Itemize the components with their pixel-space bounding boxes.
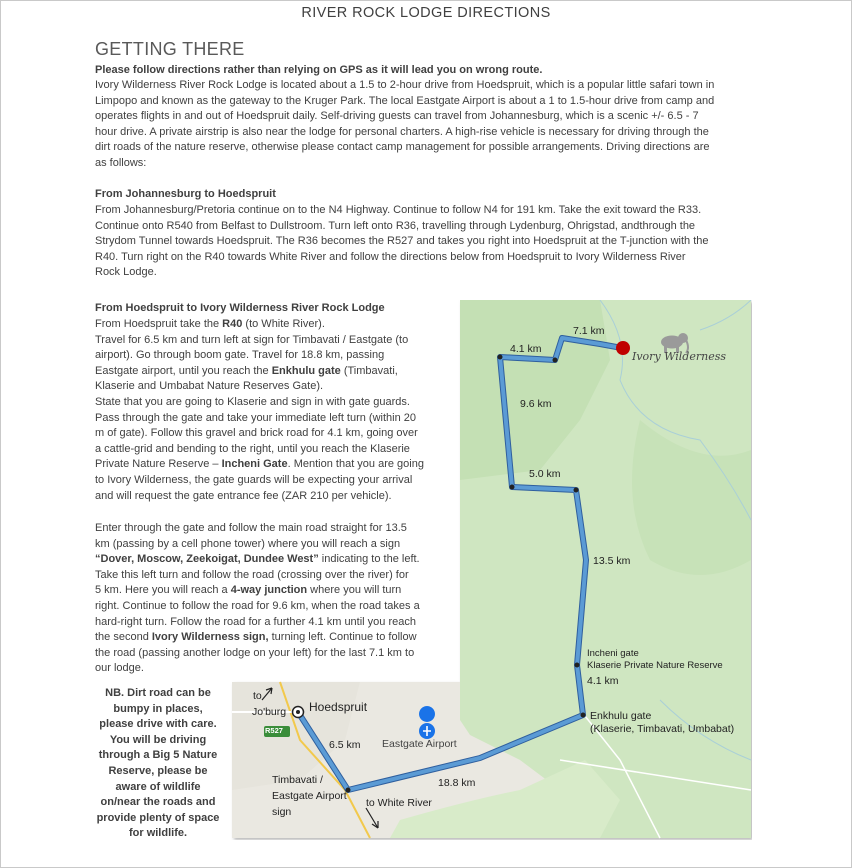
- hds-line: [95, 457, 424, 473]
- text-run: indicating to the left.: [318, 553, 420, 566]
- p2-line: the road (passing another lodge on your left) for the last 7.1 km to: [95, 646, 415, 659]
- intro-line: operates flights in and out of Hoedspruit daily. Self-driving guests can travel from Johannesburg, which is a scenic +/- 6.5 - 7: [95, 110, 699, 123]
- intro-line: Ivory Wilderness River Rock Lodge is located about a 1.5 to 2-hour drive from Hoedspruit, which is a popular little safari town in: [95, 79, 715, 91]
- text-run-bold: Enkhulu gate: [271, 364, 341, 377]
- p2-line: [95, 630, 420, 646]
- waypoint-dot: [553, 358, 558, 363]
- gate-directions-paragraph: [95, 521, 420, 677]
- distance-label: 5.0 km: [529, 468, 561, 480]
- waypoint-dot: [575, 663, 580, 668]
- jhb-line: Continue onto R540 from Belfast to Dullstroom. Turn left onto R36, travelling through Lydenburg, Ohrigstad, andthrough the: [95, 219, 696, 232]
- nb-line: NB. Dirt road can be: [105, 687, 211, 699]
- waypoint-dot: [574, 488, 579, 493]
- nb-line: bumpy in places,: [113, 702, 203, 715]
- hoedspruit-heading: From Hoedspruit to Ivory Wilderness River Rock Lodge: [95, 302, 385, 314]
- intro-line: dirt roads of the nature reserve, otherwise please contact camp management for possible arrangements. Driving directions are: [95, 141, 710, 154]
- gps-warning: Please follow directions rather than relying on GPS as it will lead you on wrong route.: [95, 64, 543, 76]
- hds-line: Klaserie and Umbabat Nature Reserves Gate).: [95, 380, 324, 393]
- p2-line: Enter through the gate and follow the main road straight for 13.5: [95, 522, 407, 534]
- hds-line: a cattle-grid and bending to the right, until you reach the Klaserie: [95, 442, 410, 455]
- hoedspruit-marker-center: [296, 710, 300, 714]
- nb-line: on/near the roads and: [100, 796, 216, 809]
- nb-line: for wildlife.: [128, 827, 188, 840]
- jhb-line: Rock Lodge.: [95, 266, 157, 279]
- eastgate-airport-label: Eastgate Airport: [382, 738, 457, 750]
- text-run: From Hoedspruit take the: [95, 318, 223, 330]
- incheni-gate-label: Incheni gate: [587, 648, 639, 659]
- text-run: (to White River).: [242, 318, 325, 330]
- jhb-line: R40. Turn right on the R40 towards White River and follow the directions below from Hoedspruit to Ivory Wilderness River: [95, 250, 686, 263]
- white-river-label: to White River: [366, 797, 432, 809]
- distance-label: 4.1 km: [510, 343, 542, 355]
- jhb-paragraph: [95, 203, 709, 281]
- timbavati-sign-label: sign: [272, 806, 292, 818]
- nb-line: Reserve, please be: [108, 764, 208, 777]
- text-run: Eastgate airport, until you reach the: [95, 364, 272, 377]
- p2-line: our lodge.: [95, 662, 144, 675]
- enkhulu-gate-label: Enkhulu gate: [590, 710, 652, 722]
- hds-line: Travel for 6.5 km and turn left at sign for Timbavati / Eastgate (to: [95, 333, 409, 346]
- jhb-line: From Johannesburg/Pretoria continue on to the N4 Highway. Continue to follow N4 for 191 km. Take the exit toward the R33.: [95, 204, 702, 216]
- hds-line: [95, 317, 424, 333]
- hds-line: m of gate). Follow this gravel and brick road for 4.1 km, going over: [95, 427, 418, 440]
- jhb-line: Strydom Tunnel towards Hoedspruit. The R36 becomes the R527 and takes you right into Hoedspruit at the T-junction with the: [95, 235, 709, 248]
- enkhulu-gate-subtitle: (Klaserie, Timbavati, Umbabat): [590, 723, 735, 735]
- distance-label: 6.5 km: [329, 739, 361, 751]
- to-label: to: [253, 690, 262, 702]
- waypoint-dot: [581, 713, 586, 718]
- p2-line: [95, 552, 420, 568]
- intro-line: hour drive. A private airstrip is also near the lodge for personal charters. A high-rise vehicle is necessary for driving through the: [95, 125, 709, 138]
- hds-line: and will request the gate entrance fee (ZAR 210 per vehicle).: [95, 489, 392, 502]
- hoedspruit-label: Hoedspruit: [309, 700, 368, 714]
- text-run-bold: Incheni Gate: [221, 458, 288, 471]
- nb-line: provide plenty of space: [96, 811, 220, 824]
- section-heading: GETTING THERE: [95, 39, 245, 59]
- nb-line: aware of wildlife: [115, 780, 201, 793]
- distance-label: 4.1 km: [587, 675, 619, 687]
- distance-label: 9.6 km: [520, 398, 552, 410]
- intro-line: as follows:: [95, 156, 147, 169]
- distance-label: 7.1 km: [573, 325, 605, 337]
- text-run: Private Nature Reserve –: [95, 458, 222, 471]
- waypoint-dot: [498, 355, 503, 360]
- p2-line: km (passing by a cell phone tower) where you will reach a sign: [95, 537, 401, 550]
- timbavati-sign-label: Eastgate Airport: [272, 790, 347, 802]
- p2-line: right. Continue to follow the road for 9.6 km, when the road takes a: [95, 599, 420, 612]
- hds-line: State that you are going to Klaserie and sign in with gate guards.: [95, 395, 410, 408]
- text-run-bold: “Dover, Moscow, Zeekoigat, Dundee West”: [95, 553, 319, 566]
- intro-line: Limpopo and known as the gateway to the Kruger Park. The local Eastgate Airport is about a 1 to 1.5-hour drive from camp and: [95, 94, 715, 107]
- document-title: RIVER ROCK LODGE DIRECTIONS: [301, 5, 551, 21]
- jhb-heading: From Johannesburg to Hoedspruit: [95, 188, 276, 200]
- distance-label: 13.5 km: [593, 555, 631, 567]
- waypoint-dot: [510, 485, 515, 490]
- joburg-label: Jo'burg: [252, 706, 287, 718]
- text-run-bold: R40: [222, 318, 243, 330]
- timbavati-sign-label: Timbavati /: [272, 774, 323, 786]
- nb-line: through a Big 5 Nature: [98, 749, 218, 762]
- lodge-marker: [616, 341, 630, 355]
- text-run: (Timbavati,: [340, 364, 398, 377]
- distance-label: 18.8 km: [438, 777, 476, 789]
- text-run: 5 km. Here you will reach a: [95, 584, 231, 597]
- hds-line: to Ivory Wilderness, the gate guards will be expecting your arrival: [95, 473, 413, 486]
- nb-line: You will be driving: [109, 733, 207, 746]
- text-run: . Mention that you are going: [287, 458, 424, 471]
- nb-note: [88, 686, 228, 842]
- p2-line: Take this left turn and follow the road (crossing over the river) for: [95, 568, 409, 581]
- text-run-bold: Ivory Wilderness sign,: [151, 631, 269, 644]
- nb-line: please drive with care.: [99, 718, 217, 731]
- p2-line: [95, 583, 420, 599]
- hds-line: Pass through the gate and take your immediate left turn (within 20: [95, 411, 417, 424]
- text-run: the second: [95, 631, 152, 644]
- hoedspruit-paragraph: [95, 317, 424, 504]
- intro-paragraph: [95, 78, 714, 172]
- text-run: where you will turn: [307, 584, 402, 597]
- text-run: turning left. Continue to follow: [268, 631, 417, 644]
- hds-line: [95, 364, 424, 380]
- ivory-wilderness-logo-text: Ivory Wilderness: [632, 350, 726, 363]
- text-run-bold: 4-way junction: [230, 584, 308, 597]
- p2-line: hard-right turn. Follow the road for a further 4.1 km until you reach: [95, 615, 416, 628]
- r527-label: R527: [265, 726, 283, 735]
- klaserie-reserve-label: Klaserie Private Nature Reserve: [587, 660, 723, 671]
- hds-line: airport). Go through boom gate. Travel for 18.8 km, passing: [95, 349, 385, 362]
